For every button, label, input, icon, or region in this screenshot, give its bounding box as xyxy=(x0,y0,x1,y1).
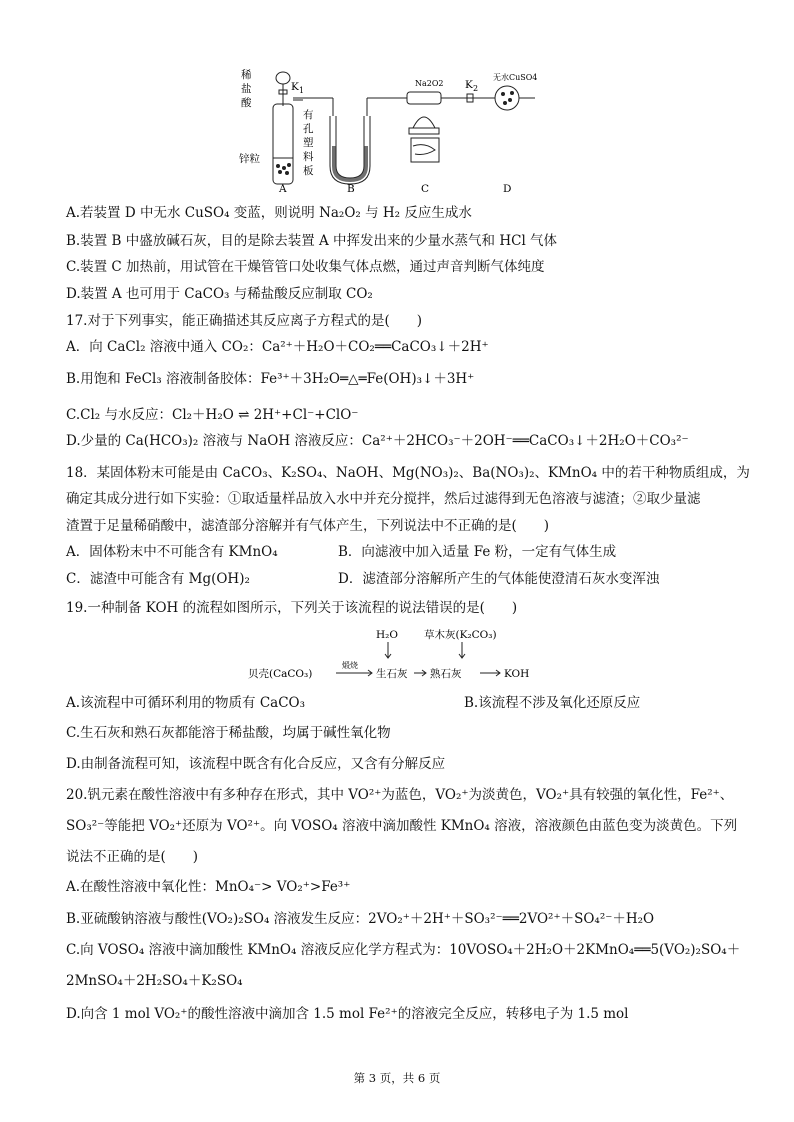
label-k1: K xyxy=(291,81,299,93)
q18-option-b: B．向滤液中加入适量 Fe 粉，一定有气体生成 xyxy=(338,544,617,560)
q20-option-c-2: 2MnSO₄＋2H₂SO₄＋K₂SO₄ xyxy=(66,973,243,989)
q19-stem: 19.一种制备 KOH 的流程如图所示，下列关于该流程的说法错误的是( ) xyxy=(66,600,518,616)
label-a: A xyxy=(279,183,287,195)
q19-option-b: B.该流程不涉及氧化还原反应 xyxy=(464,695,641,711)
label-c: C xyxy=(421,183,430,195)
tube-c xyxy=(407,92,441,104)
flow-ash: 草木灰(K₂CO₃) xyxy=(424,629,497,641)
label-acid-2: 盐 xyxy=(241,83,252,95)
label-cuso4: 无水CuSO4 xyxy=(493,73,538,82)
q18-stem-2: 确定其成分进行如下实验：①取适量样品放入水中并充分搅拌，然后过滤得到无色溶液与滤渣；②取少量滤 xyxy=(66,491,701,507)
label-acid-3: 酸 xyxy=(241,97,252,109)
label-plate-4: 料 xyxy=(303,151,314,163)
label-plate-2: 孔 xyxy=(303,123,314,135)
q20-option-c-1: C.向 VOSO₄ 溶液中滴加酸性 KMnO₄ 溶液反应化学方程式为：10VOSO₄＋2H₂O＋2KMnO₄══5(VO₂)₂SO₄＋ xyxy=(66,942,741,958)
label-na2o2: Na2O2 xyxy=(415,79,444,88)
flow-h2o: H₂O xyxy=(376,629,398,641)
q20-option-d: D.向含 1 mol VO₂⁺的酸性溶液中滴加含 1.5 mol Fe²⁺的溶液完全反应，转移电子为 1.5 mol xyxy=(66,1006,629,1022)
q18-option-a: A．固体粉末中不可能含有 KMnO₄ xyxy=(66,544,278,560)
label-zinc: 锌粒 xyxy=(239,153,260,165)
q19-option-a: A.该流程中可循环利用的物质有 CaCO₃ xyxy=(66,695,306,711)
label-b: B xyxy=(347,183,355,195)
q18-stem-1: 18．某固体粉末可能是由 CaCO₃、K₂SO₄、NaOH、Mg(NO₃)₂、Ba(NO₃)₂、KMnO₄ 中的若干种物质组成，为 xyxy=(66,465,750,481)
label-plate-1: 有 xyxy=(303,109,314,121)
q19-option-c: C.生石灰和熟石灰都能溶于稀盐酸，均属于碱性氧化物 xyxy=(66,725,391,741)
label-acid-1: 稀 xyxy=(241,69,252,81)
label-k1-sub: 1 xyxy=(299,86,305,95)
q17-stem: 17.对于下列事实，能正确描述其反应离子方程式的是( ) xyxy=(66,313,423,329)
koh-flow-figure xyxy=(248,626,548,686)
funnel-bulb xyxy=(276,72,290,84)
label-plate-3: 塑 xyxy=(303,137,314,149)
q20-option-a: A.在酸性溶液中氧化性：MnO₄⁻> VO₂⁺>Fe³⁺ xyxy=(66,879,351,895)
q18-stem-3: 渣置于足量稀硝酸中，滤渣部分溶解并有气体产生，下列说法中不正确的是( ) xyxy=(66,518,550,534)
flow-koh: KOH xyxy=(504,668,530,680)
q20-option-b: B.亚硫酸钠溶液与酸性(VO₂)₂SO₄ 溶液发生反应：2VO₂⁺＋2H⁺＋SO₃²⁻══2VO²⁺＋SO₄²⁻＋H₂O xyxy=(66,911,655,927)
flow-quicklime: 生石灰 xyxy=(376,668,408,680)
q19-option-d: D.由制备流程可知，该流程中既含有化合反应，又含有分解反应 xyxy=(66,756,446,772)
flow-calcine: 煅烧 xyxy=(342,661,358,670)
q16-option-d: D.装置 A 也可用于 CaCO₃ 与稀盐酸反应制取 CO₂ xyxy=(66,286,373,302)
q16-option-c: C.装置 C 加热前，用试管在干燥管管口处收集气体点燃，通过声音判断气体纯度 xyxy=(66,259,545,275)
q17-option-d: D.少量的 Ca(HCO₃)₂ 溶液与 NaOH 溶液反应：Ca²⁺＋2HCO₃⁻＋2OH⁻══CaCO₃↓＋2H₂O＋CO₃²⁻ xyxy=(66,433,689,449)
label-d: D xyxy=(503,183,512,195)
flow-slaked: 熟石灰 xyxy=(430,668,462,680)
page-footer: 第 3 页，共 6 页 xyxy=(353,1071,441,1085)
q17-option-b: B.用饱和 FeCl₃ 溶液制备胶体：Fe³⁺＋3H₂O═△═Fe(OH)₃↓＋3H⁺ xyxy=(66,371,475,387)
flow-shell: 贝壳(CaCO₃) xyxy=(248,668,313,680)
q20-stem-3: 说法不正确的是( ) xyxy=(66,849,199,865)
q17-option-c: C.Cl₂ 与水反应：Cl₂＋H₂O ⇌ 2H⁺+Cl⁻+ClO⁻ xyxy=(66,407,359,423)
apparatus-figure xyxy=(235,66,565,196)
q20-stem-1: 20.钒元素在酸性溶液中有多种存在形式，其中 VO²⁺为蓝色，VO₂⁺为淡黄色，VO₂⁺具有较强的氧化性，Fe²⁺、 xyxy=(66,787,734,803)
q18-option-d: D．滤渣部分溶解所产生的气体能使澄清石灰水变浑浊 xyxy=(338,571,660,587)
label-k2: K xyxy=(465,79,473,91)
tube-a xyxy=(273,104,293,184)
label-k2-sub: 2 xyxy=(473,84,479,93)
q18-option-c: C．滤渣中可能含有 Mg(OH)₂ xyxy=(66,571,250,587)
label-plate-5: 板 xyxy=(303,165,314,177)
q16-option-b: B.装置 B 中盛放碱石灰，目的是除去装置 A 中挥发出来的少量水蒸气和 HCl 气体 xyxy=(66,233,558,249)
q20-stem-2: SO₃²⁻等能把 VO₂⁺还原为 VO²⁺。向 VOSO₄ 溶液中滴加酸性 KMnO₄ 溶液，溶液颜色由蓝色变为淡黄色。下列 xyxy=(66,818,738,834)
q16-option-a: A.若装置 D 中无水 CuSO₄ 变蓝，则说明 Na₂O₂ 与 H₂ 反应生成水 xyxy=(66,205,472,221)
drying-tube-d xyxy=(495,86,519,110)
q17-option-a: A．向 CaCl₂ 溶液中通入 CO₂：Ca²⁺＋H₂O＋CO₂══CaCO₃↓＋2H⁺ xyxy=(66,339,489,355)
